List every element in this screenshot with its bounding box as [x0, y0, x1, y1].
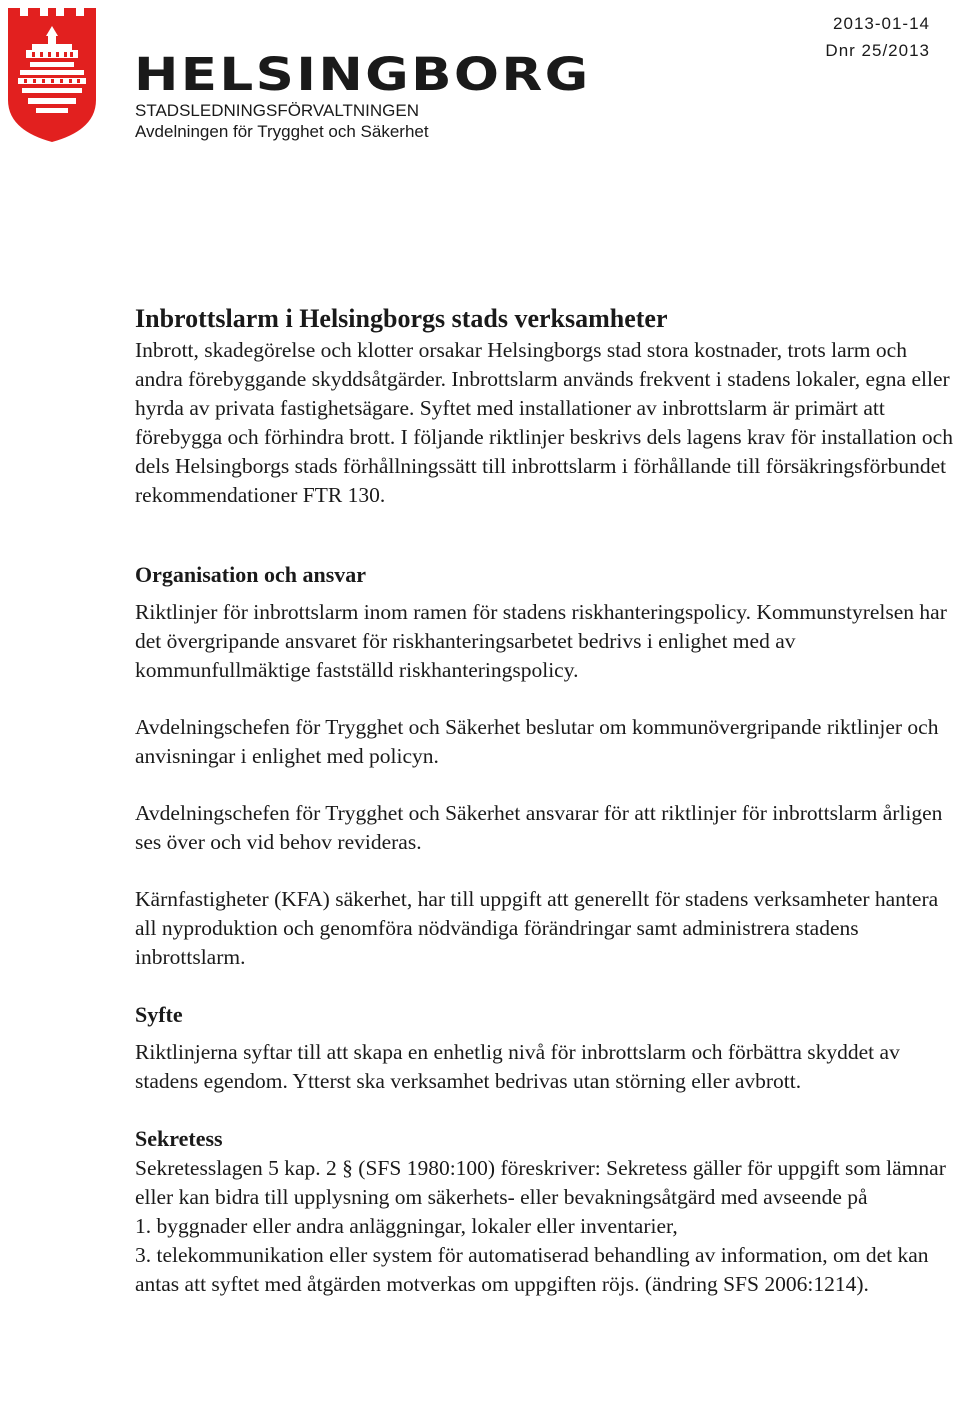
org-paragraph-4: Kärnfastigheter (KFA) säkerhet, har till uppgift att generellt för stadens verksamheter hantera all nyproduktion och genomföra nödvändiga förändringar samt administrera stadens inbrottslarm.	[135, 887, 939, 969]
secrecy-item-3: 3. telekommunikation eller system för automatiserad behandling av information, om det kan antas att syftet med åtgärden motverkas om uppgiften röjs. (ändring SFS 2006:1214).	[135, 1243, 929, 1296]
brand-department: STADSLEDNINGSFÖRVALTNINGEN	[135, 101, 420, 120]
org-paragraph-3: Avdelningschefen för Trygghet och Säkerhet ansvarar för att riktlinjer för inbrottslarm årligen ses över och vid behov revideras.	[135, 801, 943, 854]
heading-organisation: Organisation och ansvar	[135, 562, 367, 587]
secrecy-item-1: 1. byggnader eller andra anläggningar, lokaler eller inventarier,	[135, 1214, 678, 1238]
intro-paragraph: Inbrott, skadegörelse och klotter orsakar Helsingborgs stad stora kostnader, trots larm och andra förebyggande skyddsåtgärder. Inbrottslarm används frekvent i stadens lokaler, egna eller hyrda av privata fastighetsägare. Syftet med installationer av inbrottslarm är primärt att förebygga och förhindra brott. I följande riktlinjer beskrivs dels lagens krav för installation och dels Helsingborgs stads förhållningssätt till inbrottslarm i förhållande till försäkringsförbundet rekommendationer FTR 130.	[135, 338, 953, 507]
brand-name: HELSINGBORG	[134, 48, 591, 101]
document-meta	[825, 10, 930, 64]
brand-block	[134, 48, 591, 141]
purpose-paragraph: Riktlinjerna syftar till att skapa en enhetlig nivå för inbrottslarm och förbättra skyddet av stadens egendom. Ytterst ska verksamhet bedrivas utan störning eller avbrott.	[135, 1040, 900, 1093]
document-date: 2013-01-14	[833, 14, 930, 33]
brand-division: Avdelningen för Trygghet och Säkerhet	[135, 122, 429, 141]
document-reference: Dnr 25/2013	[825, 41, 930, 60]
secrecy-paragraph: Sekretesslagen 5 kap. 2 § (SFS 1980:100) föreskriver: Sekretess gäller för uppgift som lämnar eller kan bidra till upplysning om säkerhets- eller bevakningsåtgärd med avseende på	[135, 1156, 946, 1209]
heading-sekretess: Sekretess	[135, 1126, 223, 1151]
page-title: Inbrottslarm i Helsingborgs stads verksamheter	[135, 304, 668, 333]
document-body	[135, 302, 957, 1299]
heading-syfte: Syfte	[135, 1002, 183, 1027]
org-paragraph-2: Avdelningschefen för Trygghet och Säkerhet beslutar om kommunövergripande riktlinjer och anvisningar i enlighet med policyn.	[135, 715, 939, 768]
org-paragraph-1: Riktlinjer för inbrottslarm inom ramen för stadens riskhanteringspolicy. Kommunstyrelsen har det övergripande ansvaret för riskhanteringsarbetet bedrivs i enlighet med av kommunfullmäktige fastställd riskhanteringspolicy.	[135, 600, 947, 682]
helsingborg-crest-logo	[6, 4, 98, 144]
